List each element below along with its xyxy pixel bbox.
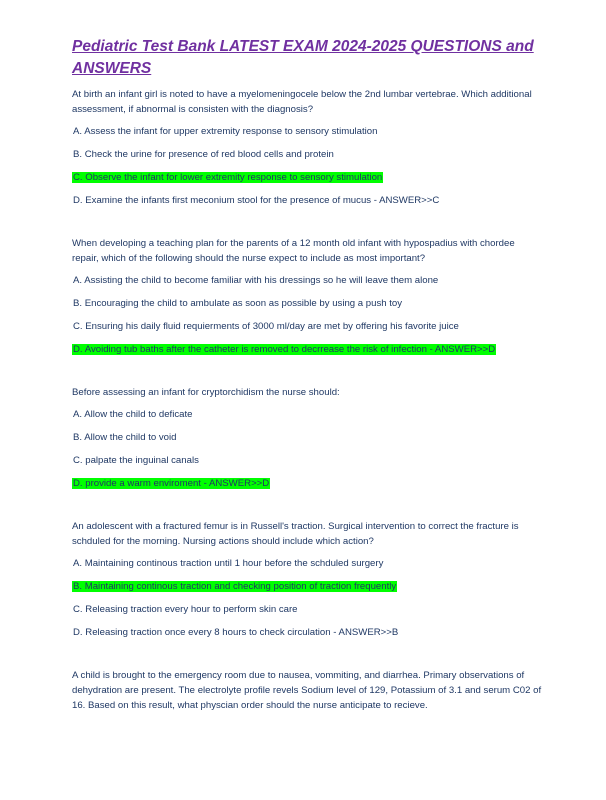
option-text: B. Encouraging the child to ambulate as soon as possible by using a push toy [73,298,403,309]
answer-option [72,194,542,207]
answer-option-highlighted [72,343,542,356]
answer-option [72,557,542,570]
question-block [72,385,542,490]
option-text: B. Allow the child to void [73,432,177,443]
document-page [72,36,542,721]
question-stem: When developing a teaching plan for the parents of a 12 month old infant with hypospadius with chordee repair, which of the following should the nurse expect to include as most important? [72,238,515,264]
answer-option-highlighted [72,580,542,593]
option-text: A. Maintaining continous traction until 1 hour before the schduled surgery [73,558,384,569]
option-text: A. Assisting the child to become familiar with his dressings so he will leave them alone [73,275,439,286]
answer-option [72,603,542,616]
question-stem: An adolescent with a fractured femur is in Russell's traction. Surgical intervention to correct the fracture is schduled for the morning. Nursing actions should include which action? [72,521,519,547]
answer-option-highlighted [72,171,542,184]
answer-option [72,148,542,161]
answer-option [72,408,542,421]
option-text: C. palpate the inguinal canals [73,455,199,466]
answer-option [72,320,542,333]
question-block [72,236,542,356]
option-text: B. Check the urine for presence of red blood cells and protein [73,149,334,160]
answer-option-highlighted [72,477,542,490]
answer-option [72,626,542,639]
option-text: A. Allow the child to deficate [73,409,193,420]
answer-option [72,125,542,138]
option-text: D. provide a warm enviroment - ANSWER>>D [73,478,270,489]
question-stem: At birth an infant girl is noted to have a myelomeningocele below the 2nd lumbar vertebrae. Which additional assessment, if abnormal is consisten with the diagnosis? [72,89,532,115]
answer-option [72,431,542,444]
option-text: D. Avoiding tub baths after the catheter is removed to decrrease the risk of infection - ANSWER>>D [73,344,496,355]
question-block [72,87,542,207]
question-block [72,668,542,713]
question-stem: Before assessing an infant for cryptorchidism the nurse should: [72,387,340,398]
option-text: D. Releasing traction once every 8 hours to check circulation - ANSWER>>B [73,627,399,638]
option-text: C. Releasing traction every hour to perform skin care [73,604,298,615]
option-text: C. Ensuring his daily fluid requierments of 3000 ml/day are met by offering his favorite juice [73,321,459,332]
question-block [72,519,542,639]
answer-option [72,274,542,287]
option-text: C. Observe the infant for lower extremity response to sensory stimulation [73,172,383,183]
document-title: Pediatric Test Bank LATEST EXAM 2024-2025 QUESTIONS and ANSWERS [72,38,534,77]
option-text: B. Maintaining continous traction and checking position of traction frequently [73,581,397,592]
option-text: D. Examine the infants first meconium stool for the presence of mucus - ANSWER>>C [73,195,440,206]
question-stem: A child is brought to the emergency room due to nausea, vommiting, and diarrhea. Primary observations of dehydration are present. The electrolyte profile revels Sodium level of 129, Potassium of 3.1 and serum C02 of 16. Based on this result, what physcian order should the nurse anticipate to recieve. [72,670,542,711]
option-text: A. Assess the infant for upper extremity response to sensory stimulation [73,126,378,137]
answer-option [72,297,542,310]
answer-option [72,454,542,467]
